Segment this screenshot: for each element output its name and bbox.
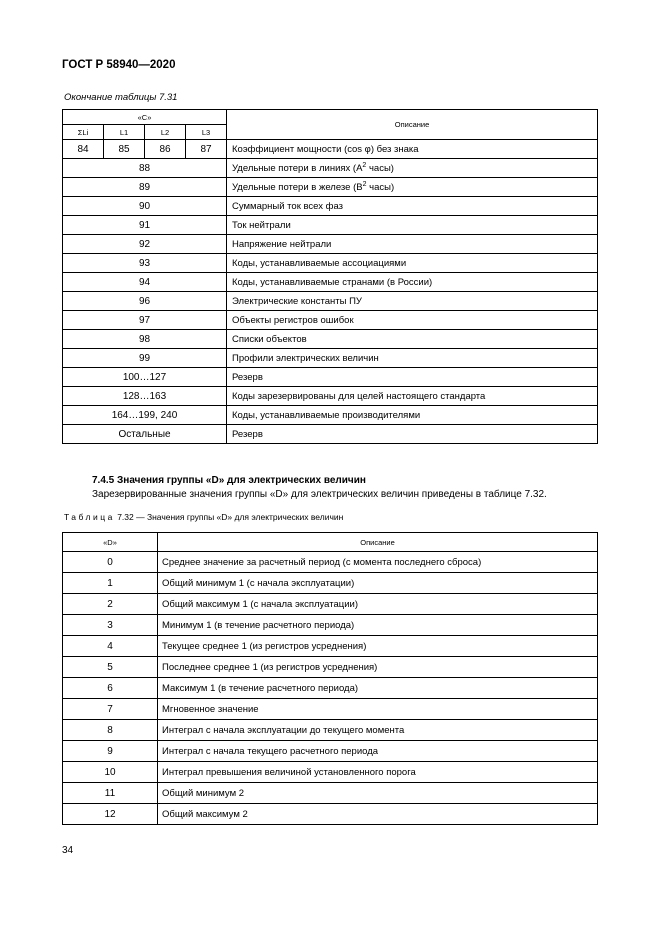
description-cell: Общий минимум 1 (с начала эксплуатации): [158, 573, 598, 594]
document-header: ГОСТ Р 58940—2020: [62, 59, 176, 71]
code-cell: 84: [63, 140, 104, 159]
code-cell: 100…127: [63, 368, 227, 387]
header-description: Описание: [227, 110, 598, 140]
table-7-32: [62, 532, 598, 825]
table-row: [63, 762, 598, 783]
description-text: Суммарный ток всех фаз: [232, 200, 343, 212]
table-row: [63, 235, 598, 254]
description-cell: [227, 349, 598, 368]
description-cell: Общий максимум 2: [158, 804, 598, 825]
code-cell: 90: [63, 197, 227, 216]
description-text: Профили электрических величин: [232, 352, 379, 364]
code-cell: 4: [63, 636, 158, 657]
table-row: [63, 140, 598, 159]
table-row: [63, 720, 598, 741]
header-d: «D»: [63, 533, 158, 552]
table-row: [63, 552, 598, 573]
code-cell: 8: [63, 720, 158, 741]
description-cell: [227, 311, 598, 330]
code-cell: 97: [63, 311, 227, 330]
description-cell: Последнее среднее 1 (из регистров усреднения): [158, 657, 598, 678]
section-heading: 7.4.5 Значения группы «D» для электрических величин: [92, 475, 366, 486]
superscript: 2: [362, 180, 367, 188]
description-cell: [227, 197, 598, 216]
description-text: Удельные потери в железе (B: [232, 181, 363, 193]
description-cell: [227, 178, 598, 197]
table-caption: Окончание таблицы 7.31: [64, 92, 178, 103]
header-description: Описание: [158, 533, 598, 552]
description-text: Удельные потери в линиях (A: [232, 162, 363, 174]
code-cell: 6: [63, 678, 158, 699]
table-row: [63, 368, 598, 387]
code-cell: 93: [63, 254, 227, 273]
header-l2: L2: [145, 125, 186, 140]
code-cell: 5: [63, 657, 158, 678]
code-cell: 10: [63, 762, 158, 783]
description-cell: Общий минимум 2: [158, 783, 598, 804]
code-cell: 91: [63, 216, 227, 235]
description-text: Резерв: [232, 371, 263, 383]
code-cell: 99: [63, 349, 227, 368]
header-l1: L1: [104, 125, 145, 140]
header-c: «C»: [63, 110, 227, 125]
code-cell: 12: [63, 804, 158, 825]
code-cell: 128…163: [63, 387, 227, 406]
code-cell: 85: [104, 140, 145, 159]
code-cell: 9: [63, 741, 158, 762]
description-cell: [227, 425, 598, 444]
description-text: Коды, устанавливаемые странами (в России): [232, 276, 433, 288]
code-cell: 86: [145, 140, 186, 159]
table-row: [63, 387, 598, 406]
table-row: [63, 699, 598, 720]
description-text: Напряжение нейтрали: [232, 238, 332, 250]
table-row: [63, 406, 598, 425]
superscript: 2: [362, 161, 367, 169]
code-cell: 96: [63, 292, 227, 311]
description-cell: Коэффициент мощности (cos φ) без знака: [227, 140, 598, 159]
description-text: Резерв: [232, 428, 263, 440]
code-cell: 98: [63, 330, 227, 349]
caption-text: 7.32 — Значения группы «D» для электрических величин: [114, 512, 344, 522]
table-row: [63, 594, 598, 615]
description-cell: Мгновенное значение: [158, 699, 598, 720]
description-cell: Общий максимум 1 (с начала эксплуатации): [158, 594, 598, 615]
table-row: [63, 330, 598, 349]
description-cell: Максимум 1 (в течение расчетного периода): [158, 678, 598, 699]
description-text: Электрические константы ПУ: [232, 295, 362, 307]
header-l3: L3: [186, 125, 227, 140]
description-cell: [227, 159, 598, 178]
description-cell: [227, 235, 598, 254]
description-cell: Текущее среднее 1 (из регистров усреднения): [158, 636, 598, 657]
code-cell: 11: [63, 783, 158, 804]
description-cell: [227, 254, 598, 273]
table-caption: [64, 512, 343, 522]
code-cell: 87: [186, 140, 227, 159]
section-text: Зарезервированные значения группы «D» для электрических величин приведены в таблице 7.32.: [92, 489, 547, 500]
header-sum-li: ΣLi: [63, 125, 104, 140]
table-row: [63, 783, 598, 804]
code-cell: 89: [63, 178, 227, 197]
page-number: 34: [62, 845, 74, 856]
code-cell: 1: [63, 573, 158, 594]
description-cell: [227, 330, 598, 349]
description-cell: Интеграл с начала эксплуатации до текущего момента: [158, 720, 598, 741]
description-text: Коды, устанавливаемые ассоциациями: [232, 257, 407, 269]
code-cell: 92: [63, 235, 227, 254]
description-text: Объекты регистров ошибок: [232, 314, 354, 326]
description-cell: [227, 292, 598, 311]
description-text: Ток нейтрали: [232, 219, 291, 231]
code-cell: 0: [63, 552, 158, 573]
table-row: [63, 349, 598, 368]
table-row: [63, 292, 598, 311]
table-row: [63, 159, 598, 178]
code-cell: 2: [63, 594, 158, 615]
table-row: [63, 804, 598, 825]
code-cell: 164…199, 240: [63, 406, 227, 425]
code-cell: 88: [63, 159, 227, 178]
table-row: [63, 178, 598, 197]
table-row: [63, 254, 598, 273]
table-row: [63, 425, 598, 444]
description-cell: [227, 273, 598, 292]
description-cell: Среднее значение за расчетный период (с момента последнего сброса): [158, 552, 598, 573]
description-cell: Интеграл с начала текущего расчетного периода: [158, 741, 598, 762]
description-text-tail: часы): [366, 162, 394, 174]
caption-label: Таблица: [64, 512, 115, 522]
table-row: [63, 678, 598, 699]
description-cell: [227, 406, 598, 425]
description-text: Коды, устанавливаемые производителями: [232, 409, 421, 421]
table-row: [63, 273, 598, 292]
description-cell: [227, 216, 598, 235]
description-text: Списки объектов: [232, 333, 307, 345]
description-text-tail: часы): [366, 181, 395, 193]
table-row: [63, 615, 598, 636]
table-7-31: [62, 109, 598, 444]
description-text: Коды зарезервированы для целей настоящего стандарта: [232, 390, 486, 402]
description-cell: [227, 387, 598, 406]
table-row: [63, 573, 598, 594]
code-cell: 94: [63, 273, 227, 292]
table-row: [63, 216, 598, 235]
table-row: [63, 657, 598, 678]
table-row: [63, 197, 598, 216]
code-cell: Остальные: [63, 425, 227, 444]
code-cell: 7: [63, 699, 158, 720]
description-cell: Интеграл превышения величиной установленного порога: [158, 762, 598, 783]
table-row: [63, 636, 598, 657]
description-cell: Минимум 1 (в течение расчетного периода): [158, 615, 598, 636]
table-row: [63, 741, 598, 762]
table-row: [63, 311, 598, 330]
description-cell: [227, 368, 598, 387]
code-cell: 3: [63, 615, 158, 636]
